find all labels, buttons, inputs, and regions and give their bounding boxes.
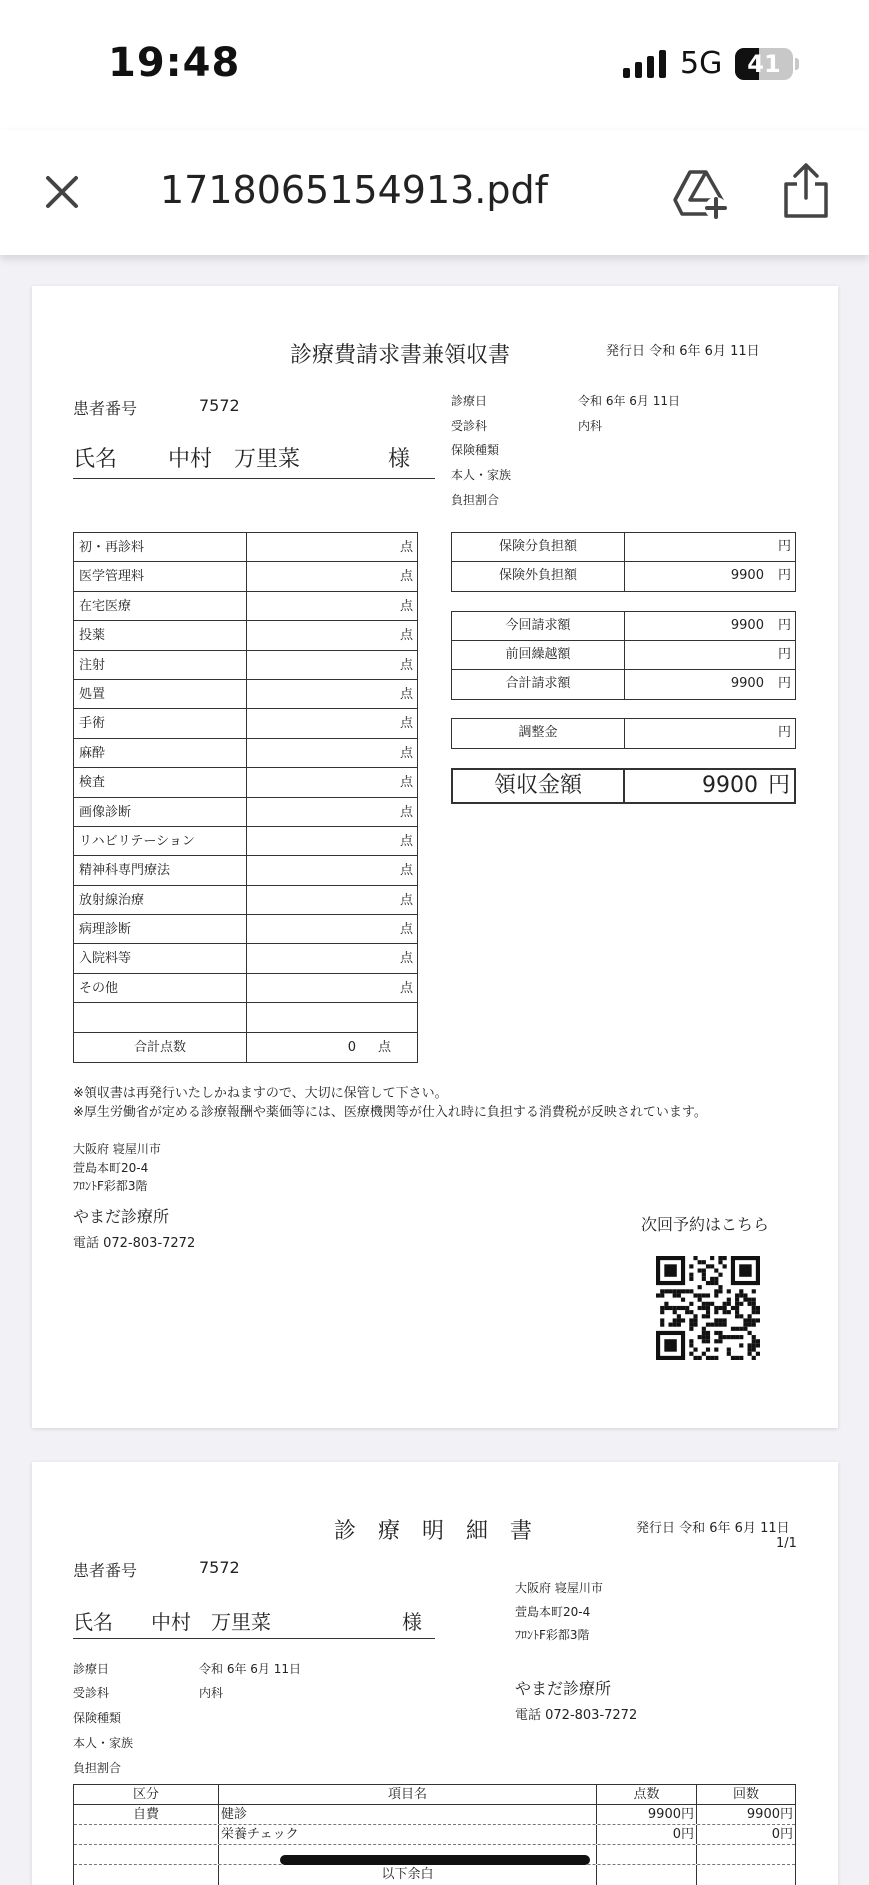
points-row-label: 処置 [74, 680, 247, 708]
points-row-label: 初・再診料 [74, 533, 247, 561]
total-bill-value: 9900 [730, 676, 764, 691]
insured-burden-label: 保険分負担額 [452, 533, 625, 561]
received-amount-box [451, 768, 796, 804]
battery-icon [735, 48, 793, 80]
points-unit: 点 [377, 1039, 391, 1055]
col-item: 項目名 [219, 1785, 597, 1804]
points-row-unit: 点 [399, 745, 413, 761]
yen-unit: 円 [777, 539, 791, 554]
points-row-unit: 点 [399, 804, 413, 820]
detail-page-number: 1/1 [776, 1536, 797, 1551]
yen-unit: 円 [777, 676, 791, 691]
total-bill-row [452, 670, 795, 699]
points-row [74, 915, 417, 944]
detail-issue-date: 発行日 令和 6年 6月 11日 [636, 1521, 790, 1536]
clinic-address-2: 萱島本町20-4 [73, 1161, 149, 1175]
share-icon[interactable] [780, 162, 832, 220]
points-row [74, 798, 417, 827]
points-row-unit: 点 [399, 598, 413, 614]
points-row-unit: 点 [399, 980, 413, 996]
detail-insurance-type-label: 保険種類 [73, 1711, 122, 1725]
points-row [74, 944, 417, 973]
points-row [74, 621, 417, 650]
received-value: 9900 [701, 773, 758, 798]
row-item: 健診 [219, 1805, 597, 1824]
uninsured-burden-value: 9900 [730, 568, 764, 583]
name-label: 氏名 [73, 447, 118, 472]
bill-box [451, 611, 796, 700]
detail-patient-no-label: 患者番号 [73, 1561, 138, 1580]
clinic-name: やまだ診療所 [73, 1207, 170, 1226]
detail-name-label: 氏名 [73, 1610, 113, 1634]
received-label: 領収金額 [453, 770, 625, 802]
patient-name: 中村 万里菜 [168, 447, 301, 472]
patient-no: 7572 [199, 396, 240, 415]
row-points: 0円 [597, 1825, 697, 1844]
detail-patient-name: 中村 万里菜 [151, 1610, 271, 1634]
uninsured-burden-row [452, 562, 795, 591]
battery-tip [795, 58, 799, 70]
points-row-unit: 点 [399, 716, 413, 732]
status-bar [0, 0, 869, 130]
points-row [74, 680, 417, 709]
col-count: 回数 [732, 1787, 759, 1802]
points-row-unit: 点 [399, 775, 413, 791]
detail-visit-date-label: 診療日 [73, 1662, 110, 1676]
points-row-label: 投薬 [74, 621, 247, 649]
footer-note: 以下余白 [219, 1865, 597, 1885]
visit-date-label: 診療日 [451, 394, 488, 408]
status-time: 19:48 [108, 40, 241, 86]
total-points-label: 合計点数 [74, 1033, 247, 1062]
points-row-unit: 点 [399, 540, 413, 555]
points-row-label [74, 1003, 247, 1031]
pdf-viewer-toolbar [0, 130, 869, 255]
points-row [74, 856, 417, 885]
points-row [74, 562, 417, 591]
table-row [74, 1825, 795, 1845]
points-row-label: 検査 [74, 768, 247, 796]
detail-table [73, 1784, 796, 1885]
points-row-label: 麻酔 [74, 739, 247, 767]
visit-date: 令和 6年 6月 11日 [578, 394, 680, 408]
points-row-unit: 点 [399, 833, 413, 849]
points-row-unit: 点 [399, 686, 413, 702]
detail-honorific: 様 [402, 1610, 422, 1634]
this-bill-value: 9900 [730, 618, 764, 633]
clinic-address-3: ﾌﾛﾝﾄF彩都3階 [73, 1179, 148, 1193]
points-row [74, 827, 417, 856]
detail-insured-label: 本人・家族 [73, 1736, 134, 1750]
this-bill-row [452, 612, 795, 641]
col-points: 点数 [597, 1785, 697, 1804]
points-row-unit: 点 [399, 951, 413, 967]
next-appointment-label: 次回予約はこちら [641, 1215, 770, 1234]
points-table [73, 532, 418, 1063]
insured-label: 本人・家族 [451, 468, 512, 482]
detail-burden-label: 負担割合 [73, 1761, 122, 1775]
name-underline [73, 478, 435, 479]
points-row-unit: 点 [399, 628, 413, 644]
clinic-phone: 電話 072-803-7272 [73, 1236, 196, 1251]
total-bill-label: 合計請求額 [452, 670, 625, 699]
points-row-unit: 点 [399, 863, 413, 879]
insured-burden-row [452, 533, 795, 562]
home-indicator[interactable] [280, 1855, 590, 1865]
close-icon[interactable] [40, 170, 84, 214]
this-bill-label: 今回請求額 [452, 612, 625, 640]
note-tax: ※厚生労働省が定める診療報酬や薬価等には、医療機関等が仕入れ時に負担する消費税が反映されています。 [73, 1105, 707, 1120]
patient-no-label: 患者番号 [73, 399, 138, 418]
detail-address-3: ﾌﾛﾝﾄF彩都3階 [515, 1628, 590, 1642]
detail-title: 診 療 明 細 書 [334, 1519, 533, 1544]
points-row-unit: 点 [399, 922, 413, 938]
burden-box [451, 532, 796, 592]
points-row-label: 医学管理料 [74, 562, 247, 590]
clinic-address-1: 大阪府 寝屋川市 [73, 1142, 161, 1156]
carryover-row [452, 641, 795, 670]
qr-code-icon[interactable] [656, 1256, 760, 1360]
note-reissue: ※領収書は再発行いたしかねますので、大切に保管して下さい。 [73, 1086, 448, 1101]
signal-strength-icon [623, 50, 666, 78]
points-row [74, 768, 417, 797]
row-count: 9900円 [746, 1807, 793, 1822]
detail-dept: 内科 [199, 1686, 224, 1700]
detail-patient-no: 7572 [199, 1558, 240, 1577]
yen-unit: 円 [777, 647, 791, 662]
row-count: 0円 [771, 1827, 793, 1842]
detail-name-underline [73, 1638, 435, 1639]
network-type: 5G [680, 46, 723, 81]
points-row-label: 入院料等 [74, 944, 247, 972]
dept: 内科 [578, 419, 603, 433]
points-row-label: リハビリテーション [74, 827, 247, 855]
points-row-label: 放射線治療 [74, 886, 247, 914]
points-row [74, 709, 417, 738]
row-points: 9900円 [597, 1805, 697, 1824]
uninsured-burden-label: 保険外負担額 [452, 562, 625, 591]
invoice-title: 診療費請求書兼領収書 [290, 343, 511, 368]
row-category [74, 1825, 219, 1844]
total-points-value: 0 [347, 1039, 356, 1055]
pdf-page-2 [32, 1462, 838, 1885]
points-row-label: 病理診断 [74, 915, 247, 943]
points-row-label: 注射 [74, 651, 247, 679]
points-row-unit: 点 [399, 569, 413, 585]
points-row [74, 592, 417, 621]
table-row [74, 1805, 795, 1825]
points-row-label: 精神科専門療法 [74, 856, 247, 884]
points-row-label: 手術 [74, 709, 247, 737]
dept-label: 受診科 [451, 419, 488, 433]
points-row [74, 533, 417, 562]
carryover-label: 前回繰越額 [452, 641, 625, 669]
points-row [74, 886, 417, 915]
points-row [74, 1003, 417, 1032]
adjust-row [452, 719, 795, 748]
adjust-label: 調整金 [452, 719, 625, 748]
detail-address-2: 萱島本町20-4 [515, 1605, 591, 1619]
points-row-unit: 点 [399, 657, 413, 673]
detail-address-1: 大阪府 寝屋川市 [515, 1581, 603, 1595]
yen-unit: 円 [777, 568, 791, 583]
detail-clinic-name: やまだ診療所 [515, 1679, 612, 1698]
row-item: 栄養チェック [219, 1825, 597, 1844]
points-row [74, 651, 417, 680]
detail-dept-label: 受診科 [73, 1686, 110, 1700]
yen-unit: 円 [777, 618, 791, 633]
points-row-label: その他 [74, 974, 247, 1002]
points-row [74, 739, 417, 768]
burden-label: 負担割合 [451, 493, 500, 507]
detail-table-header [74, 1785, 795, 1805]
add-to-drive-icon[interactable] [672, 166, 730, 220]
yen-unit: 円 [777, 725, 791, 740]
detail-visit-date: 令和 6年 6月 11日 [199, 1662, 301, 1676]
document-filename: 1718065154913.pdf [160, 168, 548, 212]
col-category: 区分 [74, 1785, 219, 1804]
points-row [74, 974, 417, 1003]
invoice-issue-date: 発行日 令和 6年 6月 11日 [606, 344, 760, 359]
table-footer-row [74, 1865, 795, 1885]
pdf-page-1 [32, 286, 838, 1428]
honorific: 様 [388, 447, 411, 472]
points-row-label: 在宅医療 [74, 592, 247, 620]
total-points-row [74, 1033, 417, 1062]
detail-clinic-phone: 電話 072-803-7272 [515, 1708, 638, 1723]
points-row-label: 画像診断 [74, 798, 247, 826]
row-category: 自費 [74, 1805, 219, 1824]
points-row-unit [247, 1003, 417, 1031]
points-row-unit: 点 [399, 892, 413, 908]
yen-unit: 円 [767, 773, 790, 798]
battery-level: 41 [747, 50, 781, 78]
adjust-box [451, 718, 796, 749]
insurance-type-label: 保険種類 [451, 443, 500, 457]
